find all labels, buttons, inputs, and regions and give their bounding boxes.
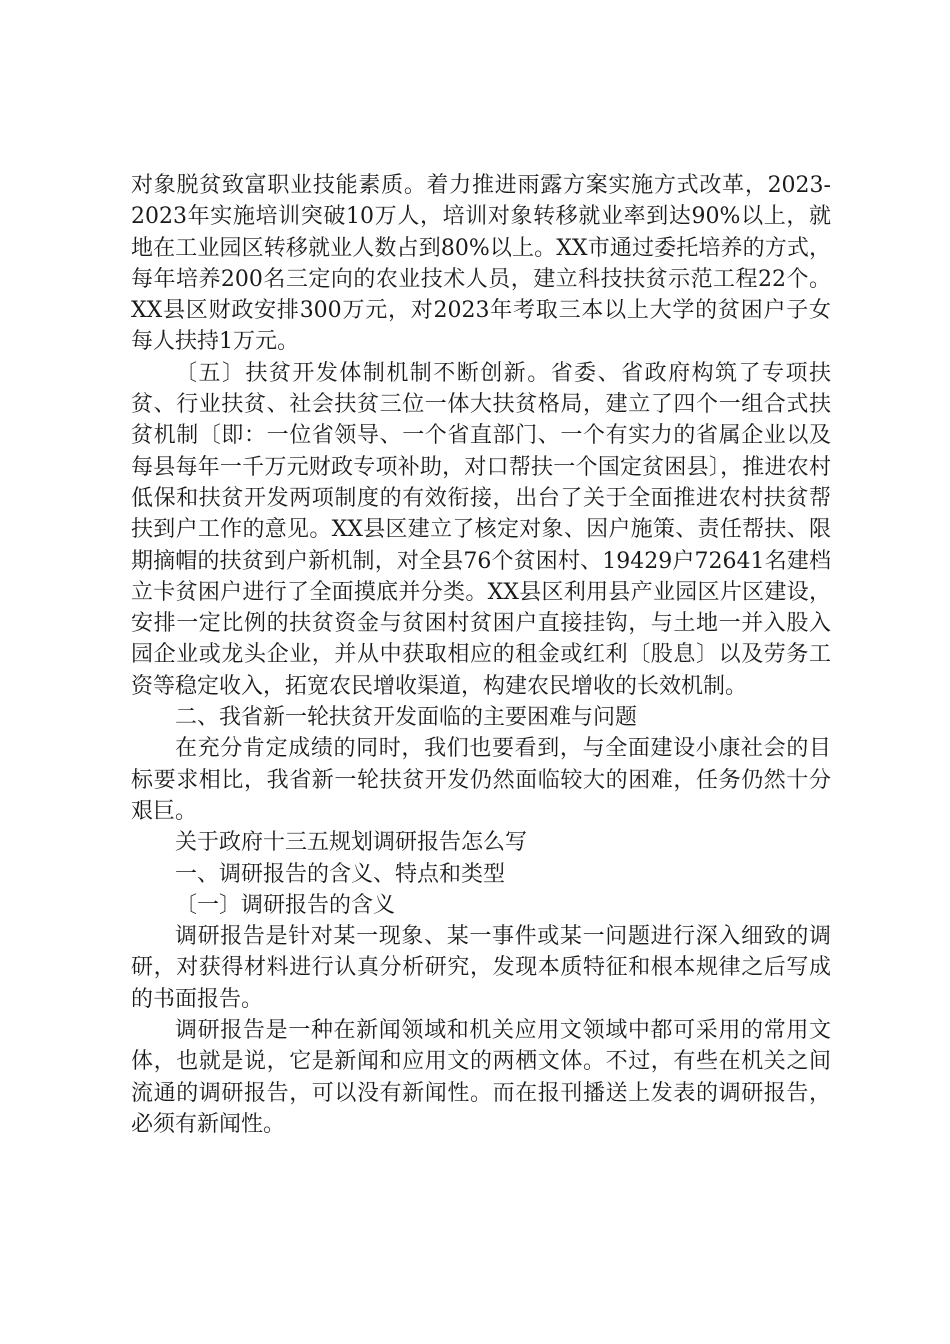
subsection-heading-meaning: 〔一〕调研报告的含义: [175, 892, 396, 918]
section-heading-definition: 一、调研报告的含义、特点和类型: [175, 861, 506, 887]
document-body: [131, 170, 831, 1140]
paragraph-section-five: 〔五〕扶贫开发体制机制不断创新。省委、省政府构筑了专项扶贫、行业扶贫、社会扶贫三位一体大扶贫格局，建立了四个一组合式扶贫机制〔即：一位省领导、一个省直部门、一个有实力的省属企业以及每县每年一千万元财政专项补助，对口帮扶一个国定贫困县〕，推进农村低保和扶贫开发两项制度的有效衔接，出台了关于全面推进农村扶贫帮扶到户工作的意见。XX县区建立了核定对象、因户施策、责任帮扶、限期摘帽的扶贫到户新机制，对全县76个贫困村、19429户72641名建档立卡贫困户进行了全面摸底并分类。XX县区利用县产业园区片区建设，安排一定比例的扶贫资金与贫困村贫困户直接挂钩，与土地一并入股入园企业或龙头企业，并从中获取相应的租金或红利〔股息〕以及劳务工资等稳定收入，拓宽农民增收渠道，构建农民增收的长效机制。: [131, 360, 831, 699]
paragraph-genre: 调研报告是一种在新闻领域和机关应用文领域中都可采用的常用文体，也就是说，它是新闻和应用文的两栖文体。不过，有些在机关之间流通的调研报告，可以没有新闻性。而在报刊播送上发表的调研报告，必须有新闻性。: [131, 1018, 831, 1137]
section-heading-difficulties: 二、我省新一轮扶贫开发面临的主要困难与问题: [175, 705, 638, 731]
paragraph-difficulties: 在充分肯定成绩的同时，我们也要看到，与全面建设小康社会的目标要求相比，我省新一轮扶贫开发仍然面临较大的困难，任务仍然十分艰巨。: [131, 736, 831, 824]
paragraph-meaning: 调研报告是针对某一现象、某一事件或某一问题进行深入细致的调研，对获得材料进行认真分析研究，发现本质特征和根本规律之后写成的书面报告。: [131, 924, 831, 1012]
article-title: 关于政府十三五规划调研报告怎么写: [175, 830, 528, 856]
paragraph-continuation: 对象脱贫致富职业技能素质。着力推进雨露方案实施方式改革，2023-2023年实施培训突破10万人，培训对象转移就业率到达90%以上，就地在工业园区转移就业人数占到80%以上。XX市通过委托培养的方式，每年培养200名三定向的农业技术人员，建立科技扶贫示范工程22个。XX县区财政安排300万元，对2023年考取三本以上大学的贫困户子女每人扶持1万元。: [131, 173, 831, 355]
